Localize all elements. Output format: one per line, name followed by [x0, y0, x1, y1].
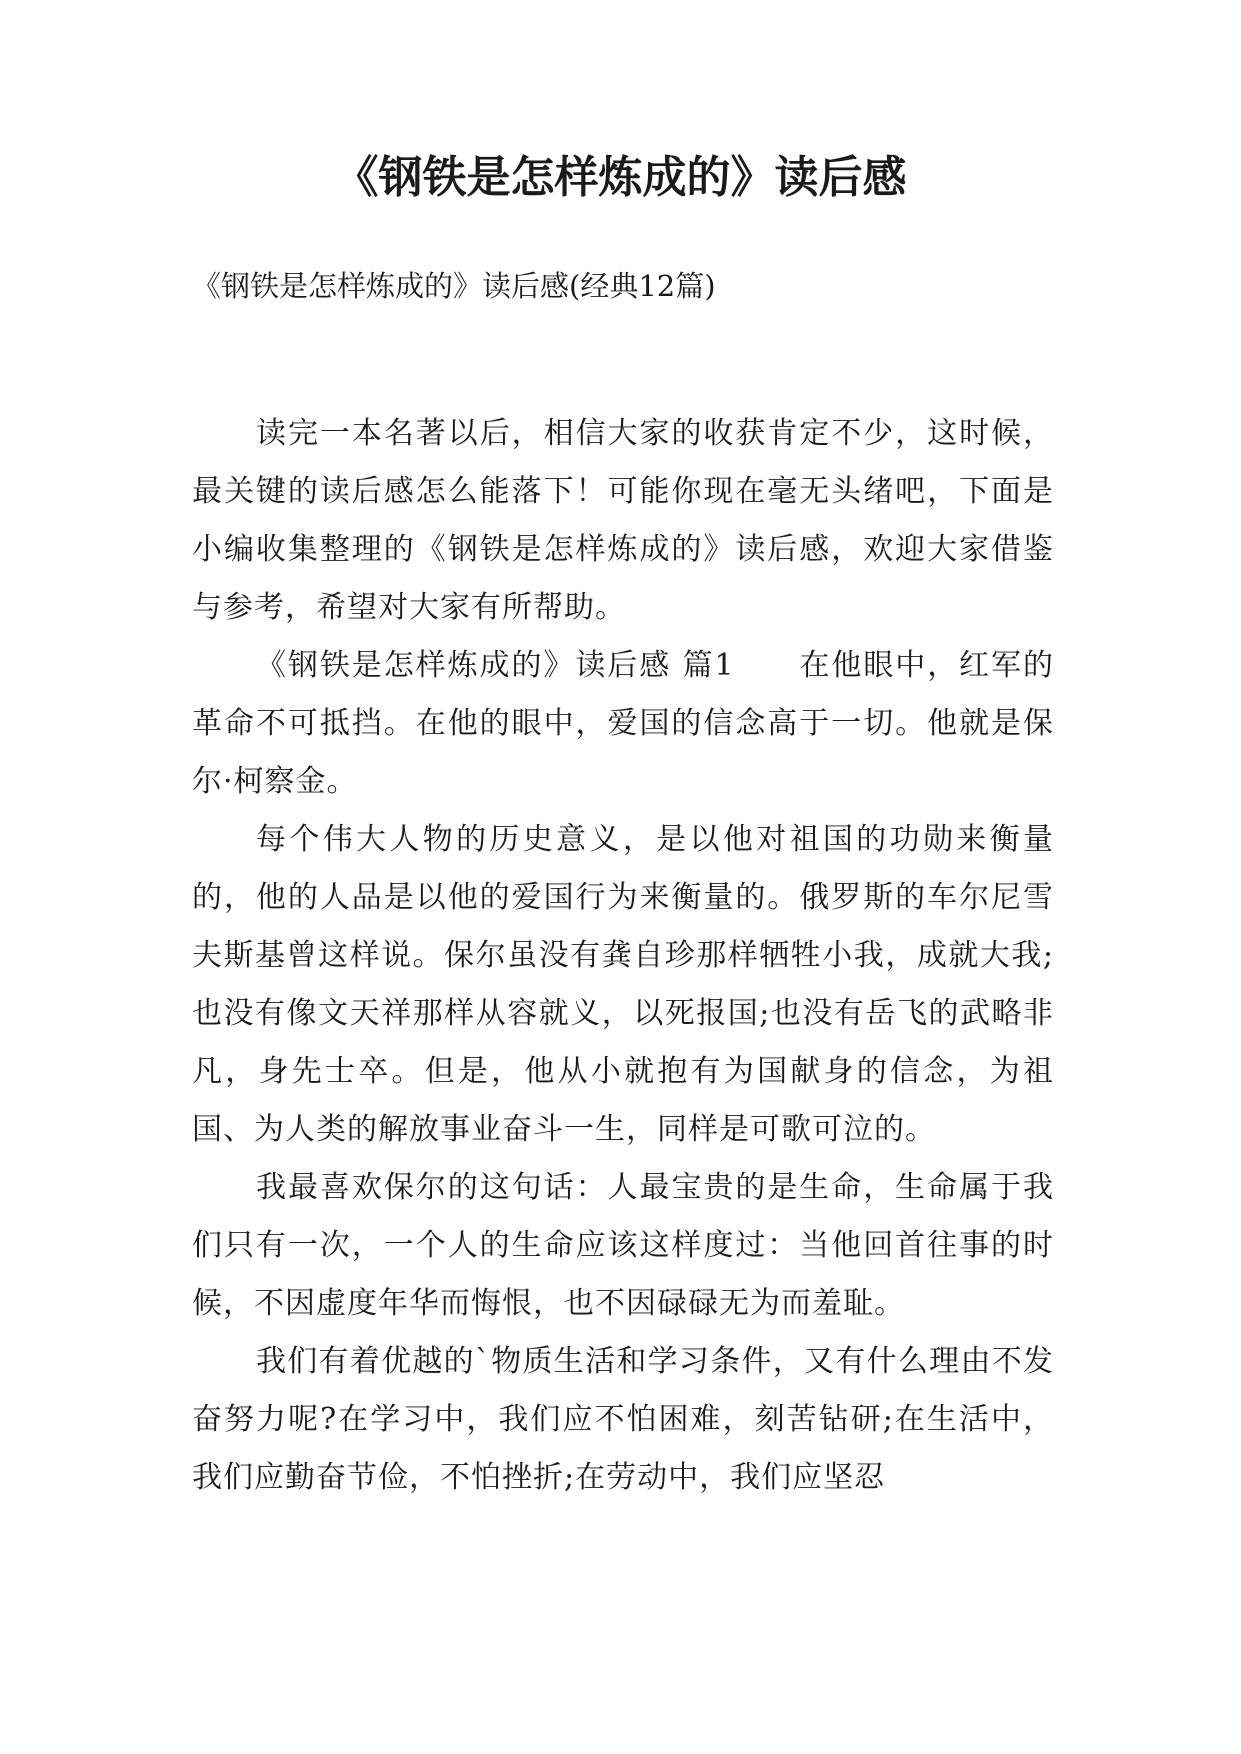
essay-1-paragraph-1: 《钢铁是怎样炼成的》读后感 篇1 在他眼中，红军的革命不可抵挡。在他的眼中，爱国的信念高于一切。他就是保尔·柯察金。 [192, 648, 1054, 799]
essay-1-paragraph-2: 每个伟大人物的历史意义，是以他对祖国的功勋来衡量的，他的人品是以他的爱国行为来衡量的。俄罗斯的车尔尼雪夫斯基曾这样说。保尔虽没有龚自珍那样牺牲小我，成就大我;也没有像文天祥那样从容就义，以死报国;也没有岳飞的武略非凡，身先士卒。但是，他从小就抱有为国献身的信念，为祖国、为人类的解放事业奋斗一生，同样是可歌可泣的。 [192, 822, 1054, 1147]
document-subtitle: 《钢铁是怎样炼成的》读后感(经典12篇) [192, 269, 716, 303]
intro-paragraph: 读完一本名著以后，相信大家的收获肯定不少，这时候，最关键的读后感怎么能落下！可能你现在毫无头绪吧，下面是小编收集整理的《钢铁是怎样炼成的》读后感，欢迎大家借鉴与参考，希望对大家有所帮助。 [192, 416, 1054, 625]
essay-1-paragraph-3: 我最喜欢保尔的这句话：人最宝贵的是生命，生命属于我们只有一次，一个人的生命应该这样度过：当他回首往事的时候，不因虚度年华而悔恨，也不因碌碌无为而羞耻。 [192, 1170, 1054, 1321]
document-body [192, 405, 1054, 1507]
document-title: 《钢铁是怎样炼成的》读后感 [334, 152, 907, 203]
essay-1-paragraph-4: 我们有着优越的`物质生活和学习条件，又有什么理由不发奋努力呢?在学习中，我们应不怕困难，刻苦钻研;在生活中，我们应勤奋节俭，不怕挫折;在劳动中，我们应坚忍 [192, 1344, 1054, 1495]
